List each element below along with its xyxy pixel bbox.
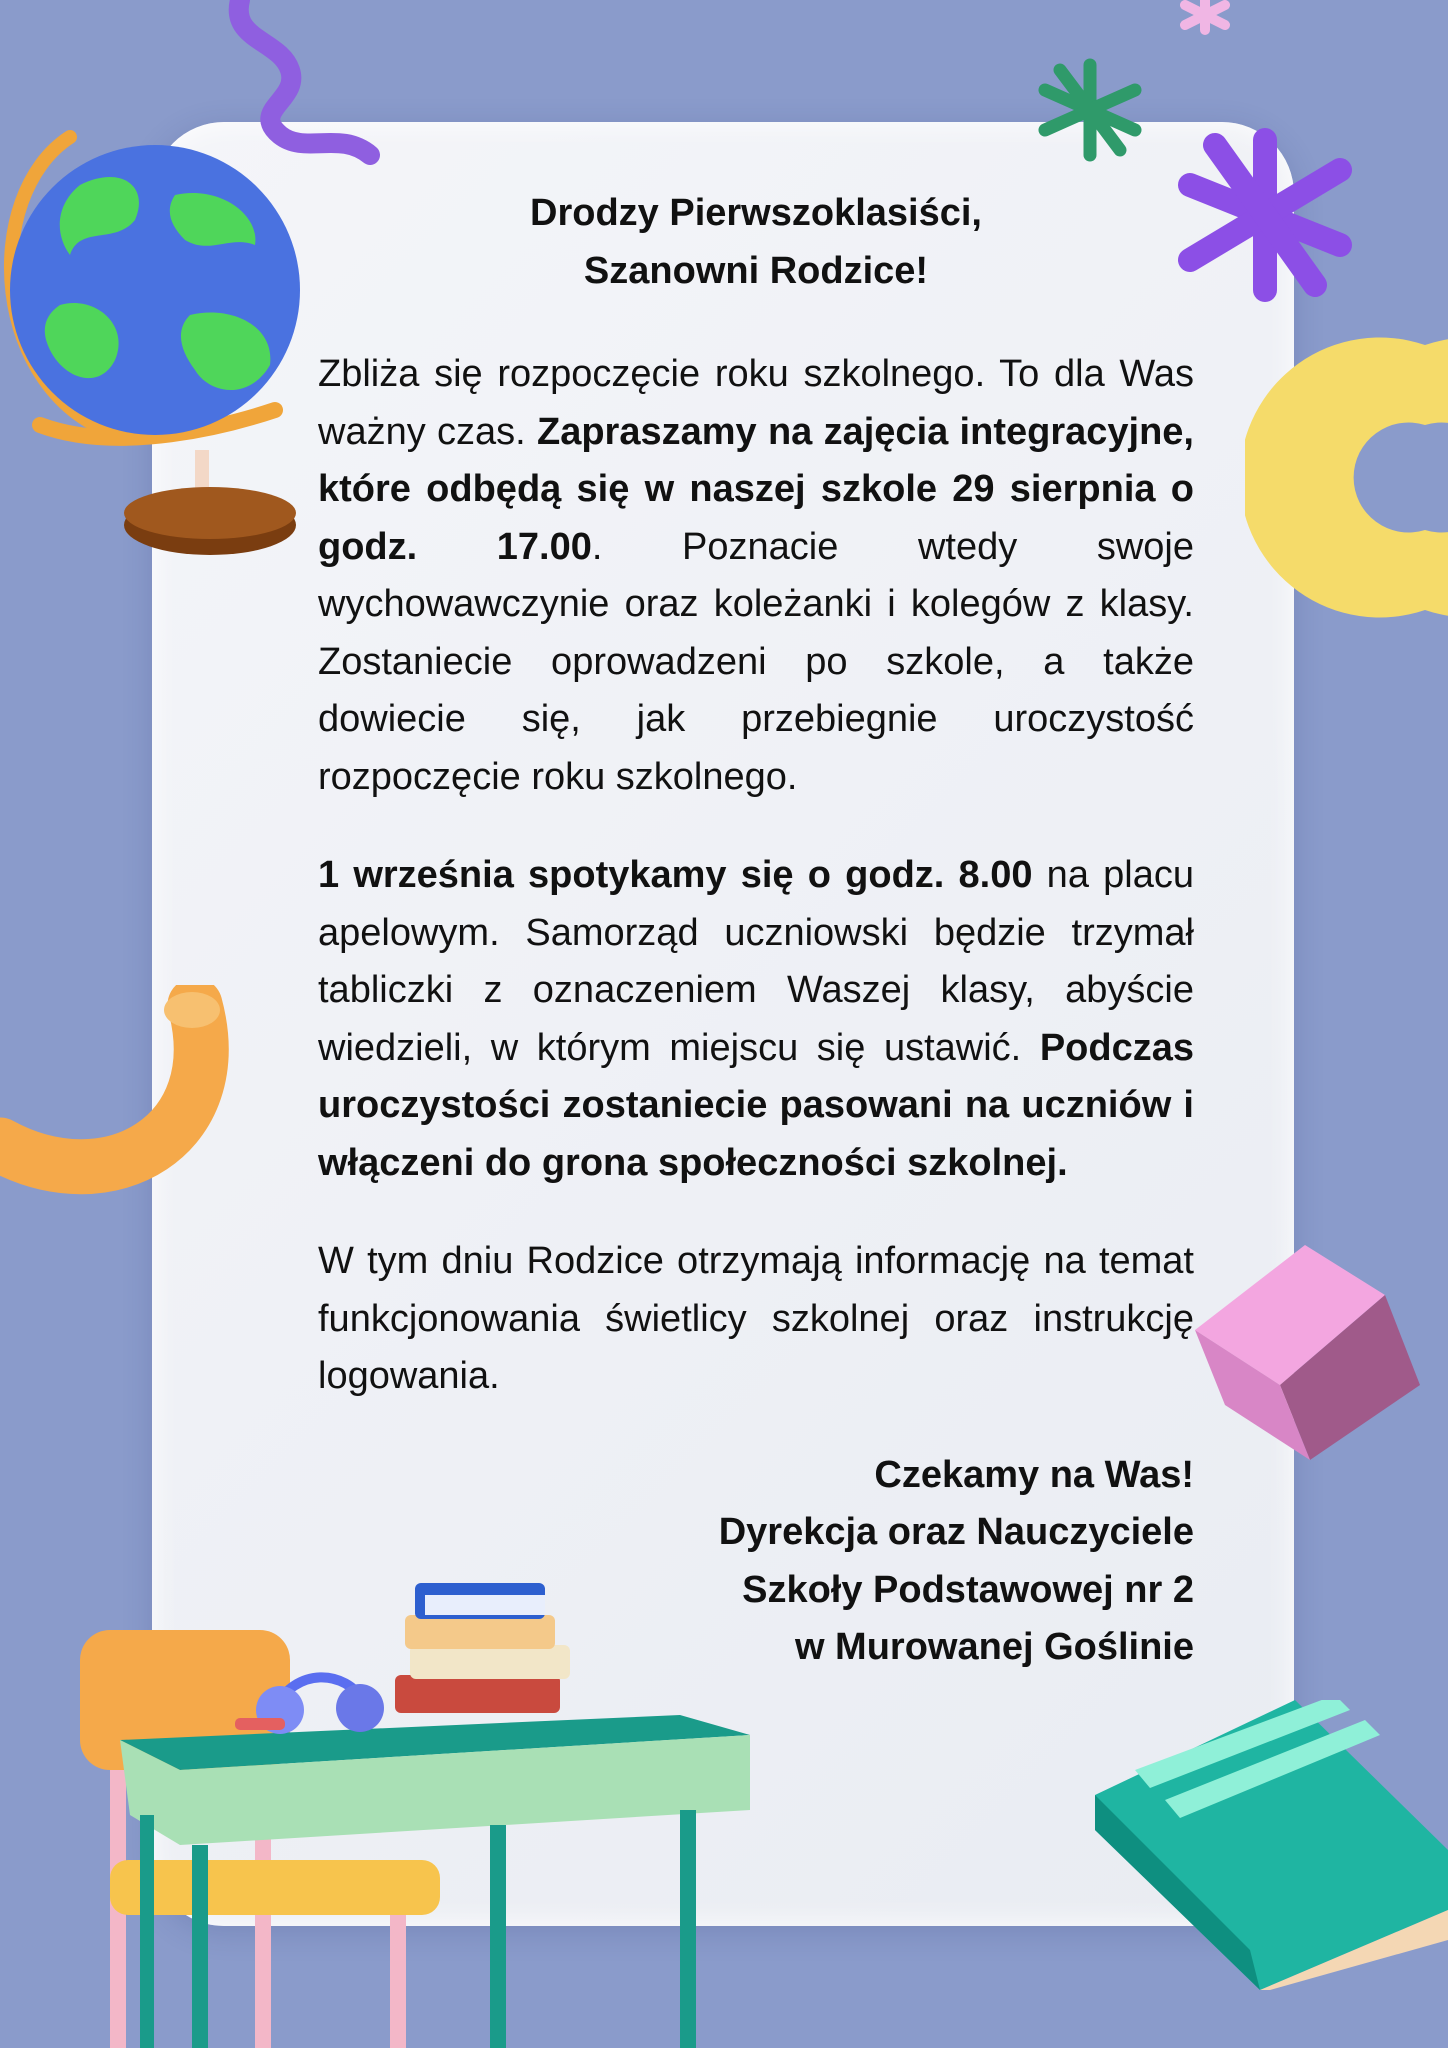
signoff-line-1: Czekamy na Was!: [874, 1453, 1194, 1496]
paragraph-2-bold-2: Podczas uroczystości zostaniecie pasowani na uczniów i włączeni do grona społeczności szkolnej.: [318, 1026, 1194, 1184]
globe-illustration: [0, 125, 310, 565]
letter-content: [318, 185, 1194, 1715]
paragraph-1-text-1: Zbliża się rozpoczęcie roku szkolnego. To dla Was ważny czas.: [318, 353, 1194, 453]
greeting-line-1: Drodzy Pierwszoklasiści,: [530, 192, 982, 234]
green-book-illustration: [1095, 1700, 1448, 1990]
paragraph-2-bold-1: 1 września spotykamy się o godz. 8.00: [318, 854, 1033, 896]
paragraph-2: [318, 847, 1194, 1192]
signoff-line-3: Szkoły Podstawowej nr 2: [742, 1568, 1194, 1611]
pink-star-shape: [1170, 0, 1240, 40]
signoff-line-2: Dyrekcja oraz Nauczyciele: [718, 1511, 1194, 1553]
asterisk-shape: [1170, 125, 1360, 305]
macaroni-shape: [0, 985, 230, 1195]
greeting-line-2: Szanowni Rodzice!: [583, 249, 929, 292]
paragraph-2-text-1: na placu apelowym. Samorząd uczniowski będzie trzymał tabliczki z oznaczeniem Waszej klasy, abyście wiedzieli, w którym miejscu się ustawić.: [318, 854, 1194, 1069]
paragraph-1: [318, 346, 1194, 806]
paragraph-1-bold-1: Zapraszamy na zajęcia integracyjne, które odbędą się w naszej szkole 29 sierpnia o godz. 17.00: [318, 410, 1194, 568]
cube-shape: [1185, 1235, 1425, 1465]
green-asterisk-shape: [1030, 55, 1150, 165]
ring-shape: [1245, 335, 1448, 620]
paragraph-1-text-2: . Poznacie wtedy swoje wychowawczynie oraz koleżanki i kolegów z klasy. Zostaniecie oprowadzeni po szkole, a także dowiecie się, jak przebiegnie uroczystość rozpoczęcie roku szkolnego.: [318, 525, 1194, 798]
paragraph-3: [318, 1233, 1194, 1406]
school-desk-illustration: [120, 1685, 755, 2048]
paragraph-3-text-1: W tym dniu Rodzice otrzymają informację na temat funkcjonowania świetlicy szkolnej oraz instrukcję logowania.: [318, 1240, 1194, 1397]
greeting: [318, 185, 1194, 300]
signoff: [318, 1447, 1194, 1677]
signoff-line-4: w Murowanej Goślinie: [794, 1626, 1194, 1668]
